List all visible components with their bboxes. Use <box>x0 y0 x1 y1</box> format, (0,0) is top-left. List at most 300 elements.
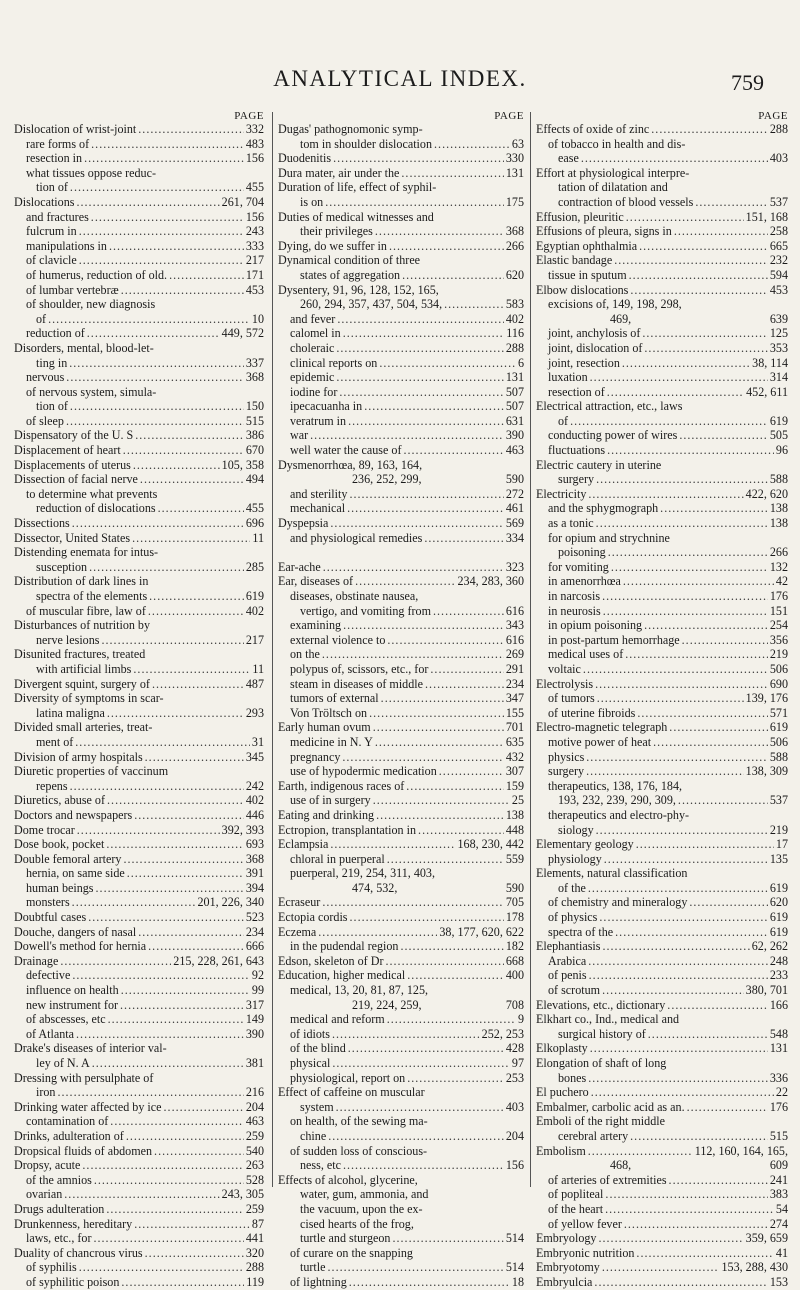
entry-page-ref: 381 <box>245 1056 264 1070</box>
index-entry <box>278 283 524 298</box>
entry-page-ref: 269 <box>505 647 524 662</box>
index-entry <box>278 268 524 283</box>
entry-text: Displacements of uterus <box>14 457 131 472</box>
entry-page-ref: 234 <box>505 676 524 691</box>
index-entry <box>14 618 264 633</box>
entry-text: rare forms of <box>26 136 90 151</box>
entry-text: of sudden loss of conscious- <box>290 1143 428 1158</box>
entry-text: physical <box>290 1056 331 1070</box>
entry-text: Double femoral artery <box>14 851 122 866</box>
leader-dots <box>134 1217 250 1232</box>
entry-text: Elementary geology <box>536 837 634 852</box>
index-entry <box>278 1187 524 1202</box>
entry-text: of humerus, reduction of old. <box>26 267 168 282</box>
entry-text: states of aggregation <box>300 267 401 282</box>
entry-page-ref: 266 <box>769 545 788 560</box>
index-entry <box>278 210 524 225</box>
entry-page-ref: 153, 288, 430 <box>721 1260 788 1275</box>
index-entry <box>536 837 788 852</box>
index-entry <box>536 633 788 648</box>
entry-text: epidemic <box>290 370 335 385</box>
index-entry <box>278 253 524 268</box>
index-entry <box>536 239 788 254</box>
index-entry <box>536 312 788 327</box>
leader-dots <box>636 1246 773 1261</box>
entry-page-ref: 708 <box>505 997 524 1012</box>
entry-text: clinical reports on <box>290 355 378 370</box>
entry-text: susception <box>36 559 88 574</box>
index-entry <box>278 312 524 327</box>
index-entry <box>14 1144 264 1159</box>
leader-dots <box>88 910 244 925</box>
index-entry <box>278 895 524 910</box>
leader-dots <box>57 1085 243 1100</box>
leader-dots <box>695 195 768 210</box>
index-entry <box>14 647 264 662</box>
leader-dots <box>106 1202 244 1217</box>
index-entry <box>14 370 264 385</box>
index-entry <box>536 910 788 925</box>
entry-page-ref: 461 <box>505 501 524 516</box>
entry-page-ref: 131 <box>769 1041 788 1056</box>
entry-page-ref: 119 <box>246 1274 264 1289</box>
leader-dots <box>615 925 768 940</box>
entry-text: as a tonic <box>548 516 594 531</box>
leader-dots <box>158 501 244 516</box>
entry-text: Dispensatory of the U. S <box>14 428 134 443</box>
index-entry <box>536 1144 788 1159</box>
leader-dots <box>607 385 744 400</box>
leader-dots <box>588 487 743 502</box>
entry-text: of <box>558 413 569 428</box>
leader-dots <box>401 166 503 181</box>
index-entry <box>14 1012 264 1027</box>
leader-dots <box>343 326 505 341</box>
entry-text: conducting power of wires <box>548 428 678 443</box>
index-entry <box>14 852 264 867</box>
entry-text: vertigo, and vomiting from <box>300 603 431 618</box>
entry-page-ref: 441 <box>245 1231 264 1246</box>
leader-dots <box>94 1173 244 1188</box>
index-entry <box>14 1231 264 1246</box>
index-entry <box>278 195 524 210</box>
entry-page-ref: 252, 253 <box>481 1026 524 1041</box>
entry-text: Emboli of the right middle <box>536 1114 665 1129</box>
leader-dots <box>687 1100 768 1115</box>
index-entry <box>278 779 524 794</box>
entry-text: Diuretics, abuse of <box>14 793 106 808</box>
entry-page-ref: 619 <box>245 589 264 603</box>
entry-text: in neurosis <box>548 603 601 618</box>
entry-page-ref: 463 <box>245 1114 264 1129</box>
entry-page-ref: 62, 262 <box>751 939 788 954</box>
leader-dots <box>66 414 244 429</box>
entry-page-ref: 263 <box>245 1158 264 1173</box>
entry-text: physiology <box>548 851 602 866</box>
leader-dots <box>148 939 244 954</box>
entry-page-ref: 168, 230, 442 <box>457 837 524 852</box>
entry-page-ref: 232 <box>769 253 788 268</box>
entry-text: Effusions of pleura, signs in <box>536 224 672 239</box>
index-entry <box>278 516 524 531</box>
entry-page-ref: 559 <box>505 851 524 866</box>
leader-dots <box>586 750 768 765</box>
index-entry <box>14 895 264 910</box>
index-entry <box>536 195 788 210</box>
entry-page-ref: 343 <box>505 618 524 633</box>
index-entry <box>278 545 524 560</box>
index-entry <box>536 1071 788 1086</box>
entry-text: ipecacuanha in <box>290 399 363 414</box>
entry-text: hernia, on same side <box>26 866 125 881</box>
entry-page-ref: 317 <box>245 997 264 1012</box>
entry-page-ref: 528 <box>245 1172 264 1187</box>
index-entry <box>536 691 788 706</box>
index-entry <box>536 428 788 443</box>
index-entry <box>278 866 524 881</box>
entry-text: physiological, report on <box>290 1070 406 1085</box>
index-entry <box>536 1158 788 1173</box>
leader-dots <box>392 1231 503 1246</box>
entry-page-ref: 150 <box>245 399 264 414</box>
index-entry <box>278 1100 524 1115</box>
leader-dots <box>120 998 244 1013</box>
index-entry <box>278 983 524 998</box>
leader-dots <box>60 954 171 969</box>
leader-dots <box>336 370 504 385</box>
index-entry <box>536 458 788 473</box>
entry-text: fluctuations <box>548 443 606 458</box>
leader-dots <box>589 968 768 983</box>
entry-text: iron <box>36 1085 56 1100</box>
entry-text: Disunited fractures, treated <box>14 647 146 662</box>
entry-page-ref: 219 <box>769 647 788 662</box>
leader-dots <box>689 895 767 910</box>
entry-page-ref: 131 <box>505 165 524 180</box>
index-entry <box>536 501 788 516</box>
entry-page-ref: 402 <box>505 311 524 326</box>
entry-text: of Atlanta <box>26 1026 75 1041</box>
entry-page-ref: 11 <box>252 530 264 545</box>
entry-text: Dropsy, acute <box>14 1158 81 1173</box>
index-entry <box>14 998 264 1013</box>
entry-page-ref: 96 <box>775 443 788 458</box>
entry-page-ref: 619 <box>769 924 788 939</box>
entry-page-ref: 38, 114 <box>752 355 788 370</box>
leader-dots <box>77 823 220 838</box>
index-entry <box>14 283 264 298</box>
leader-dots <box>76 195 219 210</box>
entry-text: Effects of alcohol, glycerine, <box>278 1172 418 1187</box>
index-entry <box>536 677 788 692</box>
entry-text: Embalmer, carbolic acid as an. <box>536 1099 685 1114</box>
index-entry <box>278 793 524 808</box>
index-entry <box>14 1275 264 1290</box>
entry-text: in opium poisoning <box>548 618 643 633</box>
leader-dots <box>630 283 767 298</box>
entry-text: for vomiting <box>548 559 609 574</box>
entry-page-ref: 217 <box>245 632 264 647</box>
entry-text: of muscular fibre, law of <box>26 603 146 618</box>
index-entry <box>278 1129 524 1144</box>
entry-text: in post-partum hemorrhage <box>548 632 680 647</box>
entry-text: system <box>300 1099 334 1114</box>
index-entry <box>536 414 788 429</box>
leader-dots <box>70 399 244 414</box>
index-entry <box>278 881 524 896</box>
leader-dots <box>624 1217 768 1232</box>
leader-dots <box>586 764 744 779</box>
leader-dots <box>400 939 503 954</box>
leader-dots <box>387 1012 516 1027</box>
entry-text: surgical history of <box>558 1026 646 1041</box>
leader-dots <box>75 735 250 750</box>
entry-text: voltaic <box>548 661 581 676</box>
entry-text: Doctors and newspapers <box>14 807 133 822</box>
leader-dots <box>133 662 250 677</box>
index-entry <box>278 122 524 137</box>
entry-text: surgery <box>558 472 595 487</box>
index-entry <box>278 1056 524 1071</box>
leader-dots <box>169 268 244 283</box>
leader-dots <box>604 852 768 867</box>
index-entry <box>536 1202 788 1217</box>
leader-dots <box>333 151 504 166</box>
index-entry <box>536 779 788 794</box>
entry-page-ref: 428 <box>505 1041 524 1056</box>
leader-dots <box>611 560 768 575</box>
entry-page-ref: 690 <box>769 676 788 691</box>
entry-text: repens <box>36 778 68 793</box>
entry-page-ref: 588 <box>769 749 788 764</box>
entry-page-ref: 10 <box>251 311 264 326</box>
entry-text: of the amnios <box>26 1172 92 1187</box>
entry-page-ref: 402 <box>245 603 264 618</box>
index-entry <box>536 399 788 414</box>
index-entry <box>278 1173 524 1188</box>
entry-page-ref: 432 <box>505 749 524 764</box>
index-entry <box>278 954 524 969</box>
entry-text: and the sphygmograph <box>548 501 659 516</box>
entry-text: water, gum, ammonia, and <box>300 1187 429 1202</box>
index-entry <box>14 1129 264 1144</box>
leader-dots <box>138 122 244 137</box>
index-entry <box>14 443 264 458</box>
leader-dots <box>69 356 244 371</box>
index-entries <box>278 122 524 1290</box>
leader-dots <box>89 560 244 575</box>
entry-page-ref: 380, 701 <box>745 983 788 998</box>
index-entry <box>278 428 524 443</box>
entry-text: Dislocation of wrist-joint <box>14 122 137 136</box>
entry-text: calomel in <box>290 326 341 341</box>
entry-page-ref: 515 <box>769 1128 788 1143</box>
column-page-label: PAGE <box>494 110 524 122</box>
leader-dots <box>598 1231 743 1246</box>
index-entry <box>278 750 524 765</box>
entry-text: Disturbances of nutrition by <box>14 618 151 633</box>
index-entry <box>536 750 788 765</box>
entry-text: use of hypodermic medication <box>290 764 437 779</box>
leader-dots <box>596 472 768 487</box>
entry-page-ref: 583 <box>505 297 524 312</box>
leader-dots <box>588 1071 768 1086</box>
entry-text: physics <box>548 749 585 764</box>
index-entry <box>14 458 264 473</box>
leader-dots <box>597 691 744 706</box>
entry-page-ref: 506 <box>769 734 788 749</box>
entry-text: Drinks, adulteration of <box>14 1128 124 1143</box>
entry-page-ref: 548 <box>769 1026 788 1041</box>
leader-dots <box>594 1275 767 1290</box>
entry-text: nerve lesions <box>36 632 100 647</box>
leader-dots <box>622 356 750 371</box>
index-entry <box>536 1056 788 1071</box>
leader-dots <box>642 326 767 341</box>
entry-text: 193, 232, 239, 290, 309, <box>558 793 676 808</box>
index-entry <box>278 472 524 487</box>
entry-page-ref: 166 <box>769 997 788 1012</box>
entry-text: resection of <box>548 384 605 399</box>
index-entry <box>14 268 264 283</box>
index-entry <box>536 268 788 283</box>
index-entry <box>536 1041 788 1056</box>
index-entry <box>278 341 524 356</box>
entry-page-ref: 619 <box>769 413 788 428</box>
entry-text: Displacement of heart <box>14 443 121 458</box>
leader-dots <box>350 910 504 925</box>
entry-page-ref: 359, 659 <box>745 1231 788 1246</box>
index-entry <box>14 1187 264 1202</box>
index-entry <box>278 764 524 779</box>
leader-dots <box>133 458 220 473</box>
entry-page-ref: 131 <box>505 370 524 385</box>
entry-text: of nervous system, simula- <box>26 384 157 399</box>
entry-text: 468, <box>610 1158 632 1173</box>
entry-text: El puchero <box>536 1085 589 1100</box>
index-entry <box>14 531 264 546</box>
index-entry <box>278 326 524 341</box>
index-entry <box>536 968 788 983</box>
entry-page-ref: 487 <box>245 676 264 691</box>
entry-text: Education, higher medical <box>278 968 406 983</box>
entry-text: Eating and drinking <box>278 807 375 822</box>
entry-text: choleraic <box>290 340 335 355</box>
entry-page-ref: 588 <box>769 472 788 487</box>
entry-text: Drainage <box>14 953 59 968</box>
entry-text: Early human ovum <box>278 720 371 735</box>
index-entry <box>14 735 264 750</box>
index-entry <box>278 531 524 546</box>
index-entry <box>14 750 264 765</box>
leader-dots <box>87 326 220 341</box>
entry-page-ref: 272 <box>505 486 524 501</box>
entry-page-ref: 234 <box>245 924 264 939</box>
index-entry <box>536 1027 788 1042</box>
entry-text: Embolism <box>536 1143 586 1158</box>
entry-text: fulcrum in <box>26 224 77 239</box>
leader-dots <box>355 574 455 589</box>
entry-page-ref: 403 <box>505 1099 524 1114</box>
entry-page-ref: 515 <box>245 413 264 428</box>
entry-text: Dissector, United States <box>14 530 131 545</box>
entry-text: Dissection of facial nerve <box>14 472 138 487</box>
entry-text: tion of <box>36 180 68 195</box>
index-entry <box>536 998 788 1013</box>
entry-text: and fever <box>290 311 336 326</box>
entry-page-ref: 494 <box>245 472 264 487</box>
entry-text: 219, 224, 259, <box>352 997 422 1012</box>
leader-dots <box>623 574 774 589</box>
entry-page-ref: 620 <box>505 267 524 282</box>
index-entry <box>536 487 788 502</box>
page-title: ANALYTICAL INDEX. <box>273 66 527 91</box>
entry-page-ref: 590 <box>505 880 524 895</box>
leader-dots <box>91 137 244 152</box>
leader-dots <box>653 735 768 750</box>
entry-page-ref: 178 <box>505 910 524 925</box>
entry-text: contamination of <box>26 1114 109 1129</box>
entry-text: Ectropion, transplantation in <box>278 822 417 837</box>
entry-page-ref: 288 <box>769 122 788 136</box>
leader-dots <box>109 239 244 254</box>
leader-dots <box>369 706 504 721</box>
entry-text: cerebral artery <box>558 1128 629 1143</box>
entry-page-ref: 666 <box>245 939 264 954</box>
leader-dots <box>66 370 244 385</box>
entry-page-ref: 266 <box>505 238 524 253</box>
leader-dots <box>596 823 768 838</box>
entry-text: of tumors <box>548 691 595 706</box>
entry-page-ref: 590 <box>505 472 524 487</box>
entry-text: monsters <box>26 895 70 910</box>
index-entry <box>536 1231 788 1246</box>
entry-text: of abscesses, etc <box>26 1012 106 1027</box>
index-entry <box>536 210 788 225</box>
index-entry <box>14 866 264 881</box>
entry-text: what tissues oppose reduc- <box>26 165 156 180</box>
entry-page-ref: 320 <box>245 1245 264 1260</box>
index-entry <box>278 166 524 181</box>
leader-dots <box>596 516 768 531</box>
entry-page-ref: 452, 611 <box>746 384 788 399</box>
index-entry <box>14 720 264 735</box>
index-entry <box>14 399 264 414</box>
index-entry <box>14 574 264 589</box>
entry-text: Elastic bandage <box>536 253 613 268</box>
leader-dots <box>336 341 504 356</box>
index-entry <box>536 1187 788 1202</box>
index-entry <box>278 618 524 633</box>
entry-text: of physics <box>548 910 598 925</box>
leader-dots <box>389 239 504 254</box>
leader-dots <box>79 1260 244 1275</box>
entry-page-ref: 156 <box>245 209 264 224</box>
index-entry <box>278 1027 524 1042</box>
index-entry <box>14 925 264 940</box>
entry-page-ref: 204 <box>505 1128 524 1143</box>
index-entry <box>14 137 264 152</box>
leader-dots <box>424 531 504 546</box>
leader-dots <box>588 954 768 969</box>
leader-dots <box>639 239 768 254</box>
entry-text: ovarian <box>26 1187 63 1202</box>
entry-text: 469, <box>610 311 632 326</box>
leader-dots <box>322 895 504 910</box>
leader-dots <box>376 808 504 823</box>
index-entry <box>278 443 524 458</box>
entry-page-ref: 31 <box>251 734 264 749</box>
